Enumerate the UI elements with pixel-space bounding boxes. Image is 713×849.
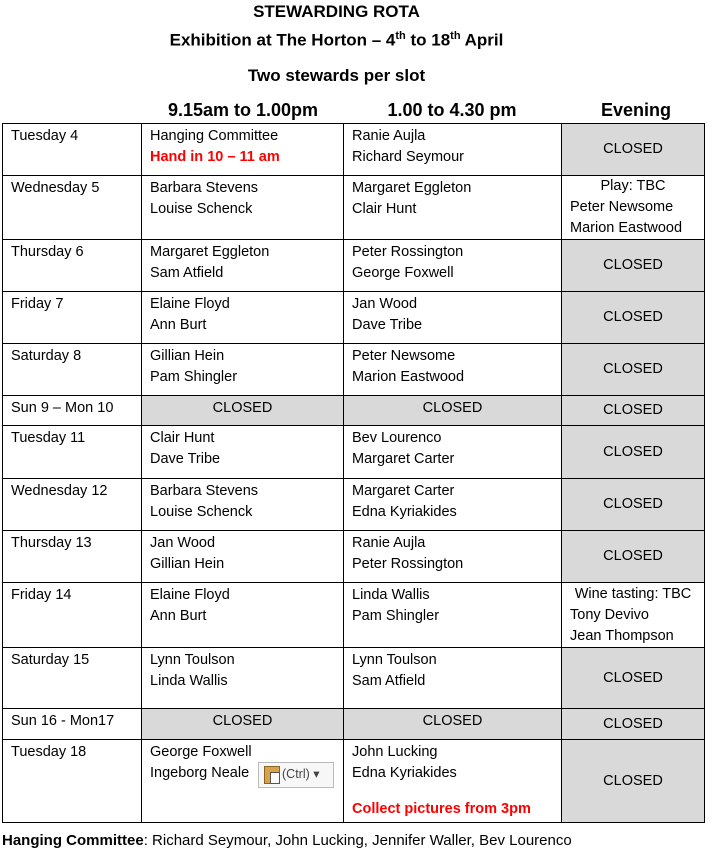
table-row [3,583,705,648]
steward-name: Ann Burt [150,317,207,333]
steward-name: Margaret Eggleton [352,180,472,196]
day-cell: Saturday 8 [3,344,142,396]
closed-cell: CLOSED [562,396,705,426]
closed-cell: CLOSED [562,344,705,396]
day-cell: Tuesday 4 [3,124,142,176]
table-row [3,124,705,176]
steward-name: George Foxwell [150,744,252,760]
steward-name: Clair Hunt [150,430,215,446]
steward-name: Linda Wallis [352,587,430,603]
morning-cell [142,479,344,531]
column-header-afternoon: 1.00 to 4.30 pm [387,100,517,120]
paste-label: (Ctrl) [282,767,310,781]
afternoon-cell [344,176,562,240]
afternoon-cell [344,426,562,479]
paste-options-button[interactable] [258,762,334,788]
closed-cell: CLOSED [344,709,562,740]
morning-cell [142,648,344,709]
day-cell: Friday 7 [3,292,142,344]
morning-cell [142,240,344,292]
table-row [3,292,705,344]
day-cell: Thursday 13 [3,531,142,583]
closed-cell: CLOSED [562,479,705,531]
page-subtitle: Exhibition at The Horton – 4th to 18th April [169,30,504,50]
steward-name: Ranie Aujla [352,535,426,551]
steward-name: Louise Schenck [150,201,253,217]
closed-cell: CLOSED [562,426,705,479]
steward-name: John Lucking [352,744,438,760]
page-title: STEWARDING ROTA [253,2,420,21]
steward-name: Elaine Floyd [150,587,230,603]
steward-name: Sam Atfield [352,673,426,689]
steward-name: Dave Tribe [150,451,221,467]
event-title: Wine tasting: TBC [574,585,692,602]
column-header-morning: 9.15am to 1.00pm [167,100,319,120]
steward-name: Lynn Toulson [352,652,437,668]
evening-cell [562,176,705,240]
rota-table [2,123,705,823]
steward-name: Marion Eastwood [352,369,465,385]
steward-name: Jan Wood [352,296,418,312]
day-cell: Tuesday 18 [3,740,142,823]
steward-name: Peter Newsome [352,348,456,364]
steward-name: George Foxwell [352,265,454,281]
morning-cell [142,176,344,240]
day-cell: Thursday 6 [3,240,142,292]
afternoon-cell [344,292,562,344]
steward-name: Barbara Stevens [150,483,259,499]
table-row [3,426,705,479]
closed-cell: CLOSED [562,240,705,292]
steward-name: Margaret Carter [352,451,455,467]
steward-name: Linda Wallis [150,673,228,689]
steward-name: Gillian Hein [150,556,225,572]
steward-name: Sam Atfield [150,265,224,281]
morning-cell [142,740,344,823]
afternoon-cell [344,479,562,531]
footer-text: : Richard Seymour, John Lucking, Jennifer Waller, Bev Lourenco [143,832,572,849]
afternoon-cell [344,648,562,709]
hand-in-note: Hand in 10 – 11 am [150,149,280,165]
steward-name: Louise Schenck [150,504,253,520]
steward-name: Edna Kyriakides [352,504,457,520]
steward-name: Hanging Committee [150,128,279,144]
table-row [3,479,705,531]
closed-cell: CLOSED [562,709,705,740]
steward-name: Lynn Toulson [150,652,235,668]
steward-name: Elaine Floyd [150,296,230,312]
steward-name: Jan Wood [150,535,216,551]
day-cell: Saturday 15 [3,648,142,709]
event-title: Play: TBC [600,178,666,194]
closed-cell: CLOSED [344,396,562,426]
steward-name: Pam Shingler [150,369,238,385]
morning-cell [142,124,344,176]
steward-name: Ingeborg Neale [150,765,250,781]
steward-name: Bev Lourenco [352,430,442,446]
closed-cell: CLOSED [562,740,705,823]
day-cell: Friday 14 [3,583,142,648]
closed-cell: CLOSED [562,124,705,176]
steward-name: Edna Kyriakides [352,765,457,781]
chevron-down-icon: ▾ [309,767,320,781]
steward-name: Peter Rossington [352,244,464,260]
steward-name: Dave Tribe [352,317,423,333]
steward-name: Peter Newsome [570,199,674,215]
table-row [3,740,705,823]
steward-name: Pam Shingler [352,608,440,624]
day-cell: Wednesday 12 [3,479,142,531]
steward-name: Ranie Aujla [352,128,426,144]
day-cell: Sun 9 – Mon 10 [3,396,142,426]
table-row [3,648,705,709]
afternoon-cell [344,124,562,176]
stewards-note: Two stewards per slot [247,66,426,85]
steward-name: Jean Thompson [570,627,674,644]
closed-cell: CLOSED [142,396,344,426]
afternoon-cell [344,531,562,583]
morning-cell [142,292,344,344]
steward-name: Clair Hunt [352,201,417,217]
afternoon-cell [344,240,562,292]
steward-name: Margaret Eggleton [150,244,270,260]
clipboard-icon [264,766,280,784]
table-row [3,531,705,583]
collect-note: Collect pictures from 3pm [352,801,531,817]
steward-name: Gillian Hein [150,348,225,364]
closed-cell: CLOSED [562,648,705,709]
evening-cell [562,583,705,648]
footer-label: Hanging Committee [2,832,144,849]
column-header-evening: Evening [600,100,671,120]
table-row [3,176,705,240]
afternoon-cell [344,344,562,396]
afternoon-cell [344,740,562,823]
closed-cell: CLOSED [562,292,705,344]
afternoon-cell [344,583,562,648]
steward-name: Margaret Carter [352,483,455,499]
day-cell: Sun 16 - Mon17 [3,709,142,740]
table-row [3,344,705,396]
table-row [3,240,705,292]
morning-cell [142,583,344,648]
morning-cell [142,344,344,396]
morning-cell [142,531,344,583]
table-row [3,709,705,740]
table-row [3,396,705,426]
steward-name: Peter Rossington [352,556,464,572]
steward-name: Tony Devivo [570,606,649,623]
footer-note [2,832,572,849]
morning-cell [142,426,344,479]
steward-name: Marion Eastwood [570,220,683,236]
day-cell: Tuesday 11 [3,426,142,479]
closed-cell: CLOSED [142,709,344,740]
day-cell: Wednesday 5 [3,176,142,240]
steward-name: Ann Burt [150,608,207,624]
closed-cell: CLOSED [562,531,705,583]
steward-name: Richard Seymour [352,149,465,165]
steward-name: Barbara Stevens [150,180,259,196]
